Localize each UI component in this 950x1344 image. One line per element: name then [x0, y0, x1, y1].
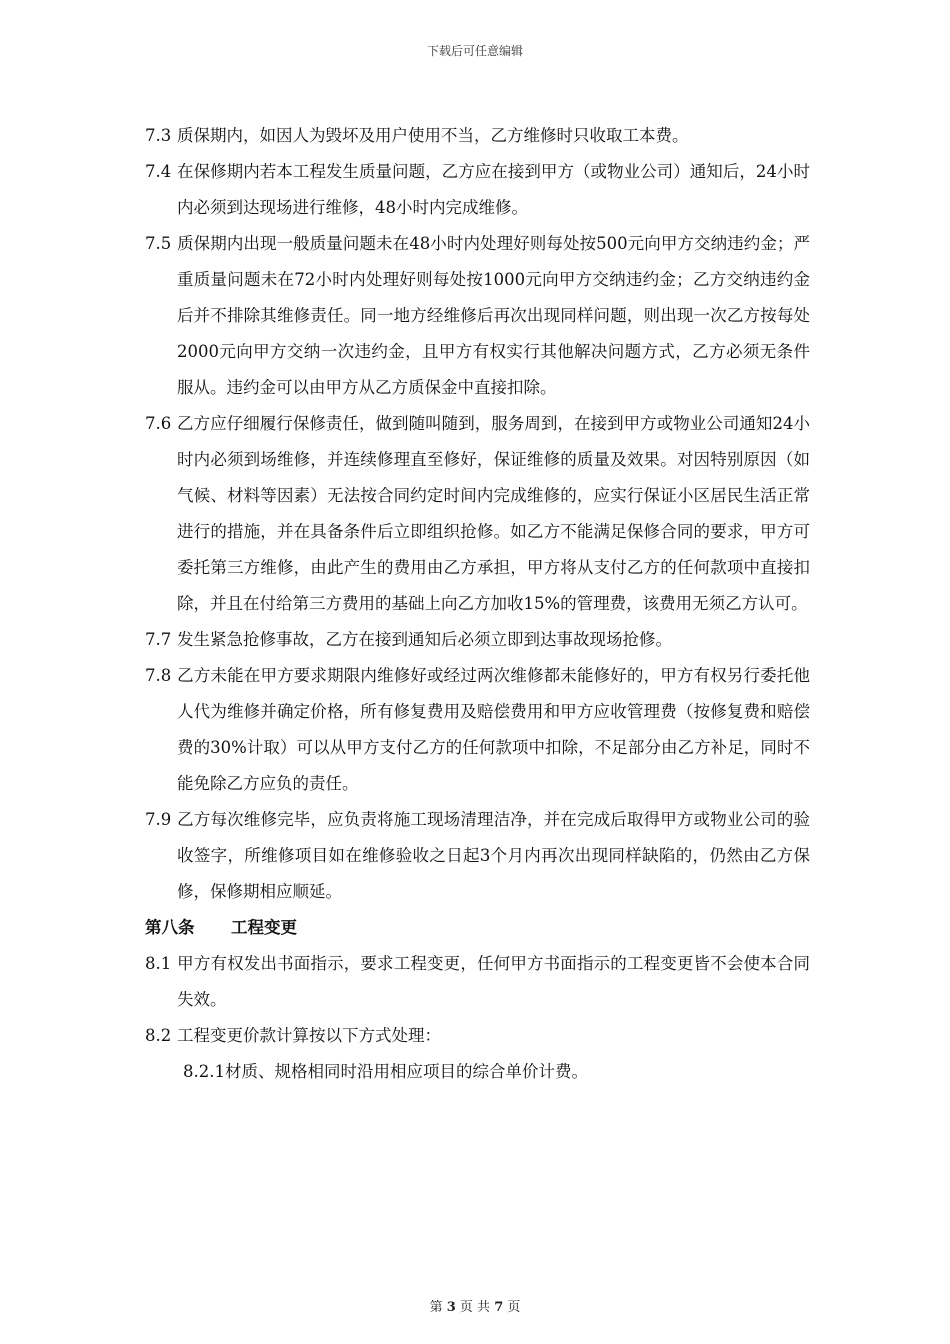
subclause-8-2-1: [145, 1054, 810, 1090]
footer-prefix: 第: [429, 1300, 443, 1315]
clause-text: 工程变更价款计算按以下方式处理：: [177, 1026, 441, 1045]
clause-text: 乙方应仔细履行保修责任，做到随叫随到，服务周到，在接到甲方或物业公司通知24小时内必须到场维修，并连续修理直至修好，保证维修的质量及效果。对因特别原因（如气候、材料等因素）无法按合同约定时间内完成维修的，应实行保证小区居民生活正常进行的措施，并在具备条件后立即组织抢修。如乙方不能满足保修合同的要求，甲方可委托第三方维修，由此产生的费用由乙方承担，甲方将从支付乙方的任何款项中直接扣除，并且在付给第三方费用的基础上向乙方加收15%的管理费，该费用无须乙方认可。: [177, 414, 810, 613]
clause-8-2: [145, 1018, 810, 1054]
clause-text: 发生紧急抢修事故，乙方在接到通知后必须立即到达事故现场抢修。: [177, 630, 672, 649]
clause-number: 7.6: [145, 414, 172, 433]
document-body: [145, 118, 810, 1090]
section-heading: [145, 910, 810, 946]
clause-number: 7.4: [145, 162, 172, 181]
clause-number: 8.1: [145, 954, 172, 973]
clause-text: 乙方未能在甲方要求期限内维修好或经过两次维修都未能修好的，甲方有权另行委托他人代为维修并确定价格，所有修复费用及赔偿费用和甲方应收管理费（按修复费和赔偿费的30%计取）可以从甲方支付乙方的任何款项中扣除，不足部分由乙方补足，同时不能免除乙方应负的责任。: [177, 666, 810, 793]
clause-7-5: [145, 226, 810, 406]
clause-7-8: [145, 658, 810, 802]
clause-7-7: [145, 622, 810, 658]
clause-number: 7.5: [145, 234, 172, 253]
footer-page-number: 3: [446, 1300, 456, 1315]
clause-text: 乙方每次维修完毕，应负责将施工现场清理洁净，并在完成后取得甲方或物业公司的验收签字，所维修项目如在维修验收之日起3个月内再次出现同样缺陷的，仍然由乙方保修，保修期相应顺延。: [177, 810, 810, 901]
section-number: 第八条: [145, 918, 195, 937]
footer-middle: 页 共: [459, 1300, 491, 1315]
clause-number: 7.8: [145, 666, 172, 685]
clause-text: 在保修期内若本工程发生质量问题，乙方应在接到甲方（或物业公司）通知后，24小时内必须到达现场进行维修，48小时内完成维修。: [177, 162, 810, 217]
clause-8-1: [145, 946, 810, 1018]
clause-number: 7.3: [145, 126, 172, 145]
subclause-text: 材质、规格相同时沿用相应项目的综合单价计费。: [224, 1062, 588, 1081]
section-title: 工程变更: [231, 918, 297, 937]
clause-number: 7.7: [145, 630, 172, 649]
clause-number: 8.2: [145, 1026, 172, 1045]
clause-7-9: [145, 802, 810, 910]
clause-text: 质保期内出现一般质量问题未在48小时内处理好则每处按500元向甲方交纳违约金；严重质量问题未在72小时内处理好则每处按1000元向甲方交纳违约金；乙方交纳违约金后并不排除其维修责任。同一地方经维修后再次出现同样问题，则出现一次乙方按每处2000元向甲方交纳一次违约金，且甲方有权实行其他解决问题方式，乙方必须无条件服从。违约金可以由甲方从乙方质保金中直接扣除。: [177, 234, 810, 397]
page-header: 下载后可任意编辑: [426, 44, 523, 58]
page-footer: [0, 1296, 950, 1315]
footer-suffix: 页: [507, 1300, 521, 1315]
clause-number: 7.9: [145, 810, 172, 829]
clause-text: 质保期内，如因人为毁坏及用户使用不当，乙方维修时只收取工本费。: [177, 126, 689, 145]
clause-text: 甲方有权发出书面指示，要求工程变更，任何甲方书面指示的工程变更皆不会使本合同失效。: [177, 954, 810, 1009]
footer-total-pages: 7: [494, 1300, 504, 1315]
clause-7-6: [145, 406, 810, 622]
subclause-number: 8.2.1: [183, 1062, 225, 1081]
clause-7-3: [145, 118, 810, 154]
clause-7-4: [145, 154, 810, 226]
